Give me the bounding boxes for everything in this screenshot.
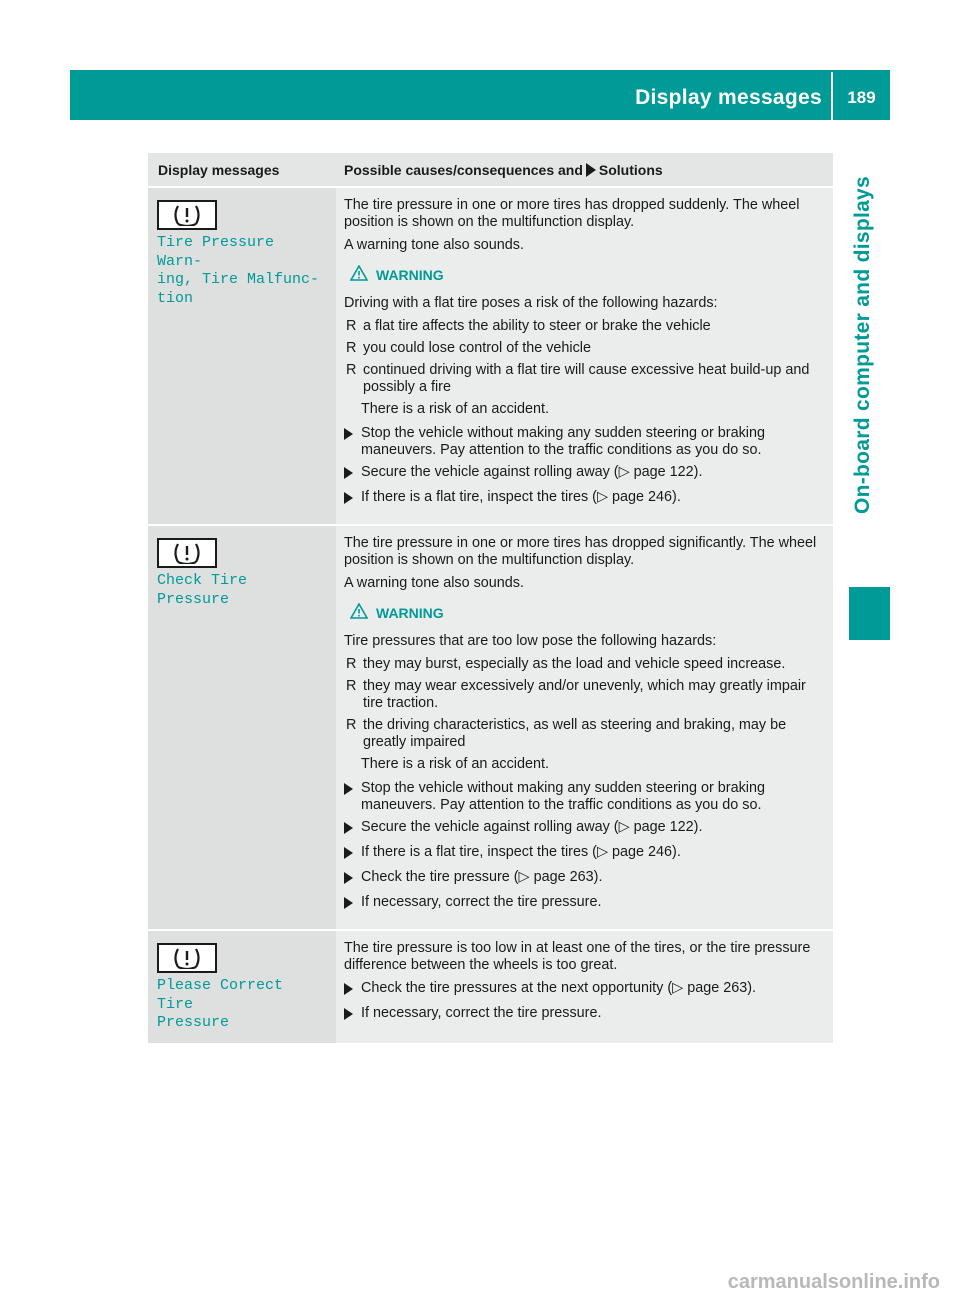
watermark: carmanualsonline.info xyxy=(727,1271,940,1293)
action-arrow-icon xyxy=(344,819,361,839)
chapter-tab xyxy=(837,120,890,570)
action-arrow-icon xyxy=(344,869,361,889)
bullet-icon: R xyxy=(346,678,357,694)
causes-solutions-cell xyxy=(336,526,833,929)
warning-text: Driving with a flat tire poses a risk of the following hazards: xyxy=(344,295,718,311)
bullet-icon: R xyxy=(346,717,357,733)
cause-text: The tire pressure in one or more tires has dropped significantly. The wheel position is shown on the multifunction display. xyxy=(344,535,817,568)
column-header-causes: Possible causes/consequences and xyxy=(344,162,583,178)
table-header xyxy=(148,153,833,186)
solution-text: Check the tire pressure (▷ page 263). xyxy=(361,869,603,885)
action-arrow-icon xyxy=(344,425,361,459)
hazard-text: continued driving with a flat tire will cause excessive heat build-up and possibly a fire xyxy=(363,362,810,395)
page-header xyxy=(70,70,890,120)
solution-step xyxy=(344,819,827,839)
display-message-cell xyxy=(148,931,336,1043)
hazard-text: they may burst, especially as the load and vehicle speed increase. xyxy=(363,656,786,672)
hazard-bullet xyxy=(344,656,827,673)
bullet-icon: R xyxy=(346,656,357,672)
solution-text: Secure the vehicle against rolling away (▷ page 122). xyxy=(361,464,703,480)
display-message-text: Please Correct Tire Pressure xyxy=(157,977,284,1031)
display-message-text: Tire Pressure Warn‐ ing, Tire Malfunc‐ tion xyxy=(157,234,320,307)
bullet-icon: R xyxy=(346,318,357,334)
solution-step xyxy=(344,464,827,484)
tire-pressure-warning-icon xyxy=(157,943,217,973)
solution-text: Secure the vehicle against rolling away (▷ page 122). xyxy=(361,819,703,835)
solution-text: If necessary, correct the tire pressure. xyxy=(361,1005,602,1021)
hazard-bullet xyxy=(344,340,827,357)
solution-step xyxy=(344,869,827,889)
table-body xyxy=(148,186,833,1043)
solution-text: If there is a flat tire, inspect the tires (▷ page 246). xyxy=(361,489,681,505)
bullet-icon: R xyxy=(346,362,357,378)
solution-step xyxy=(344,1005,827,1025)
warning-text: Tire pressures that are too low pose the following hazards: xyxy=(344,633,717,649)
causes-solutions-cell xyxy=(336,931,833,1043)
action-arrow-icon xyxy=(344,464,361,484)
table-row xyxy=(148,929,833,1043)
solution-text: Stop the vehicle without making any sudden steering or braking maneuvers. Pay attention to the traffic conditions as you do so. xyxy=(361,425,765,458)
solution-step xyxy=(344,489,827,509)
cause-text: The tire pressure is too low in at least one of the tires, or the tire pressure difference between the wheels is too great. xyxy=(344,940,811,973)
hazard-text: a flat tire affects the ability to steer or brake the vehicle xyxy=(363,318,711,334)
solution-step xyxy=(344,894,827,914)
warning-heading xyxy=(350,265,827,285)
solution-text: If necessary, correct the tire pressure. xyxy=(361,894,602,910)
section-title: Display messages xyxy=(635,86,822,109)
chapter-tab-label: On-board computer and displays xyxy=(851,175,875,515)
action-arrow-icon xyxy=(344,980,361,1000)
warning-label: WARNING xyxy=(376,604,444,621)
hazard-text: you could lose control of the vehicle xyxy=(363,340,591,356)
warning-heading xyxy=(350,603,827,623)
warning-label: WARNING xyxy=(376,266,444,283)
action-arrow-icon xyxy=(344,780,361,814)
solution-step xyxy=(344,780,827,814)
solution-text: Check the tire pressures at the next opportunity (▷ page 263). xyxy=(361,980,757,996)
display-messages-table xyxy=(148,153,833,1043)
solution-text: If there is a flat tire, inspect the tires (▷ page 246). xyxy=(361,844,681,860)
page-number: 189 xyxy=(847,88,876,107)
table-row xyxy=(148,186,833,524)
action-arrow-icon xyxy=(344,894,361,914)
tire-pressure-warning-icon xyxy=(157,538,217,568)
action-arrow-icon xyxy=(344,1005,361,1025)
table-row xyxy=(148,524,833,929)
display-message-cell xyxy=(148,526,336,929)
column-header-causes-solutions xyxy=(336,153,833,186)
action-arrow-icon xyxy=(586,163,596,177)
tire-pressure-warning-icon xyxy=(157,200,217,230)
cause-text: A warning tone also sounds. xyxy=(344,237,525,253)
solution-step xyxy=(344,425,827,459)
warning-triangle-icon xyxy=(350,603,376,623)
hazard-bullet xyxy=(344,362,827,396)
display-message-text: Check Tire Pressure xyxy=(157,572,248,608)
hazard-bullet xyxy=(344,717,827,751)
column-header-display-messages: Display messages xyxy=(158,162,280,178)
cause-text: A warning tone also sounds. xyxy=(344,575,525,591)
display-message-cell xyxy=(148,188,336,524)
solution-step xyxy=(344,844,827,864)
solution-step xyxy=(344,980,827,1000)
column-header-solutions: Solutions xyxy=(598,162,663,178)
hazard-text: they may wear excessively and/or unevenly, which may greatly impair tire traction. xyxy=(363,678,806,711)
bullet-icon: R xyxy=(346,340,357,356)
risk-text: There is a risk of an accident. xyxy=(361,401,549,417)
causes-solutions-cell xyxy=(336,188,833,524)
action-arrow-icon xyxy=(344,844,361,864)
action-arrow-icon xyxy=(344,489,361,509)
risk-text: There is a risk of an accident. xyxy=(361,756,549,772)
cause-text: The tire pressure in one or more tires has dropped suddenly. The wheel position is shown on the multifunction display. xyxy=(344,197,800,230)
hazard-text: the driving characteristics, as well as steering and braking, may be greatly impaired xyxy=(363,717,787,750)
hazard-bullet xyxy=(344,318,827,335)
hazard-bullet xyxy=(344,678,827,712)
warning-triangle-icon xyxy=(350,265,376,285)
chapter-marker xyxy=(849,587,890,640)
solution-text: Stop the vehicle without making any sudden steering or braking maneuvers. Pay attention to the traffic conditions as you do so. xyxy=(361,780,765,813)
